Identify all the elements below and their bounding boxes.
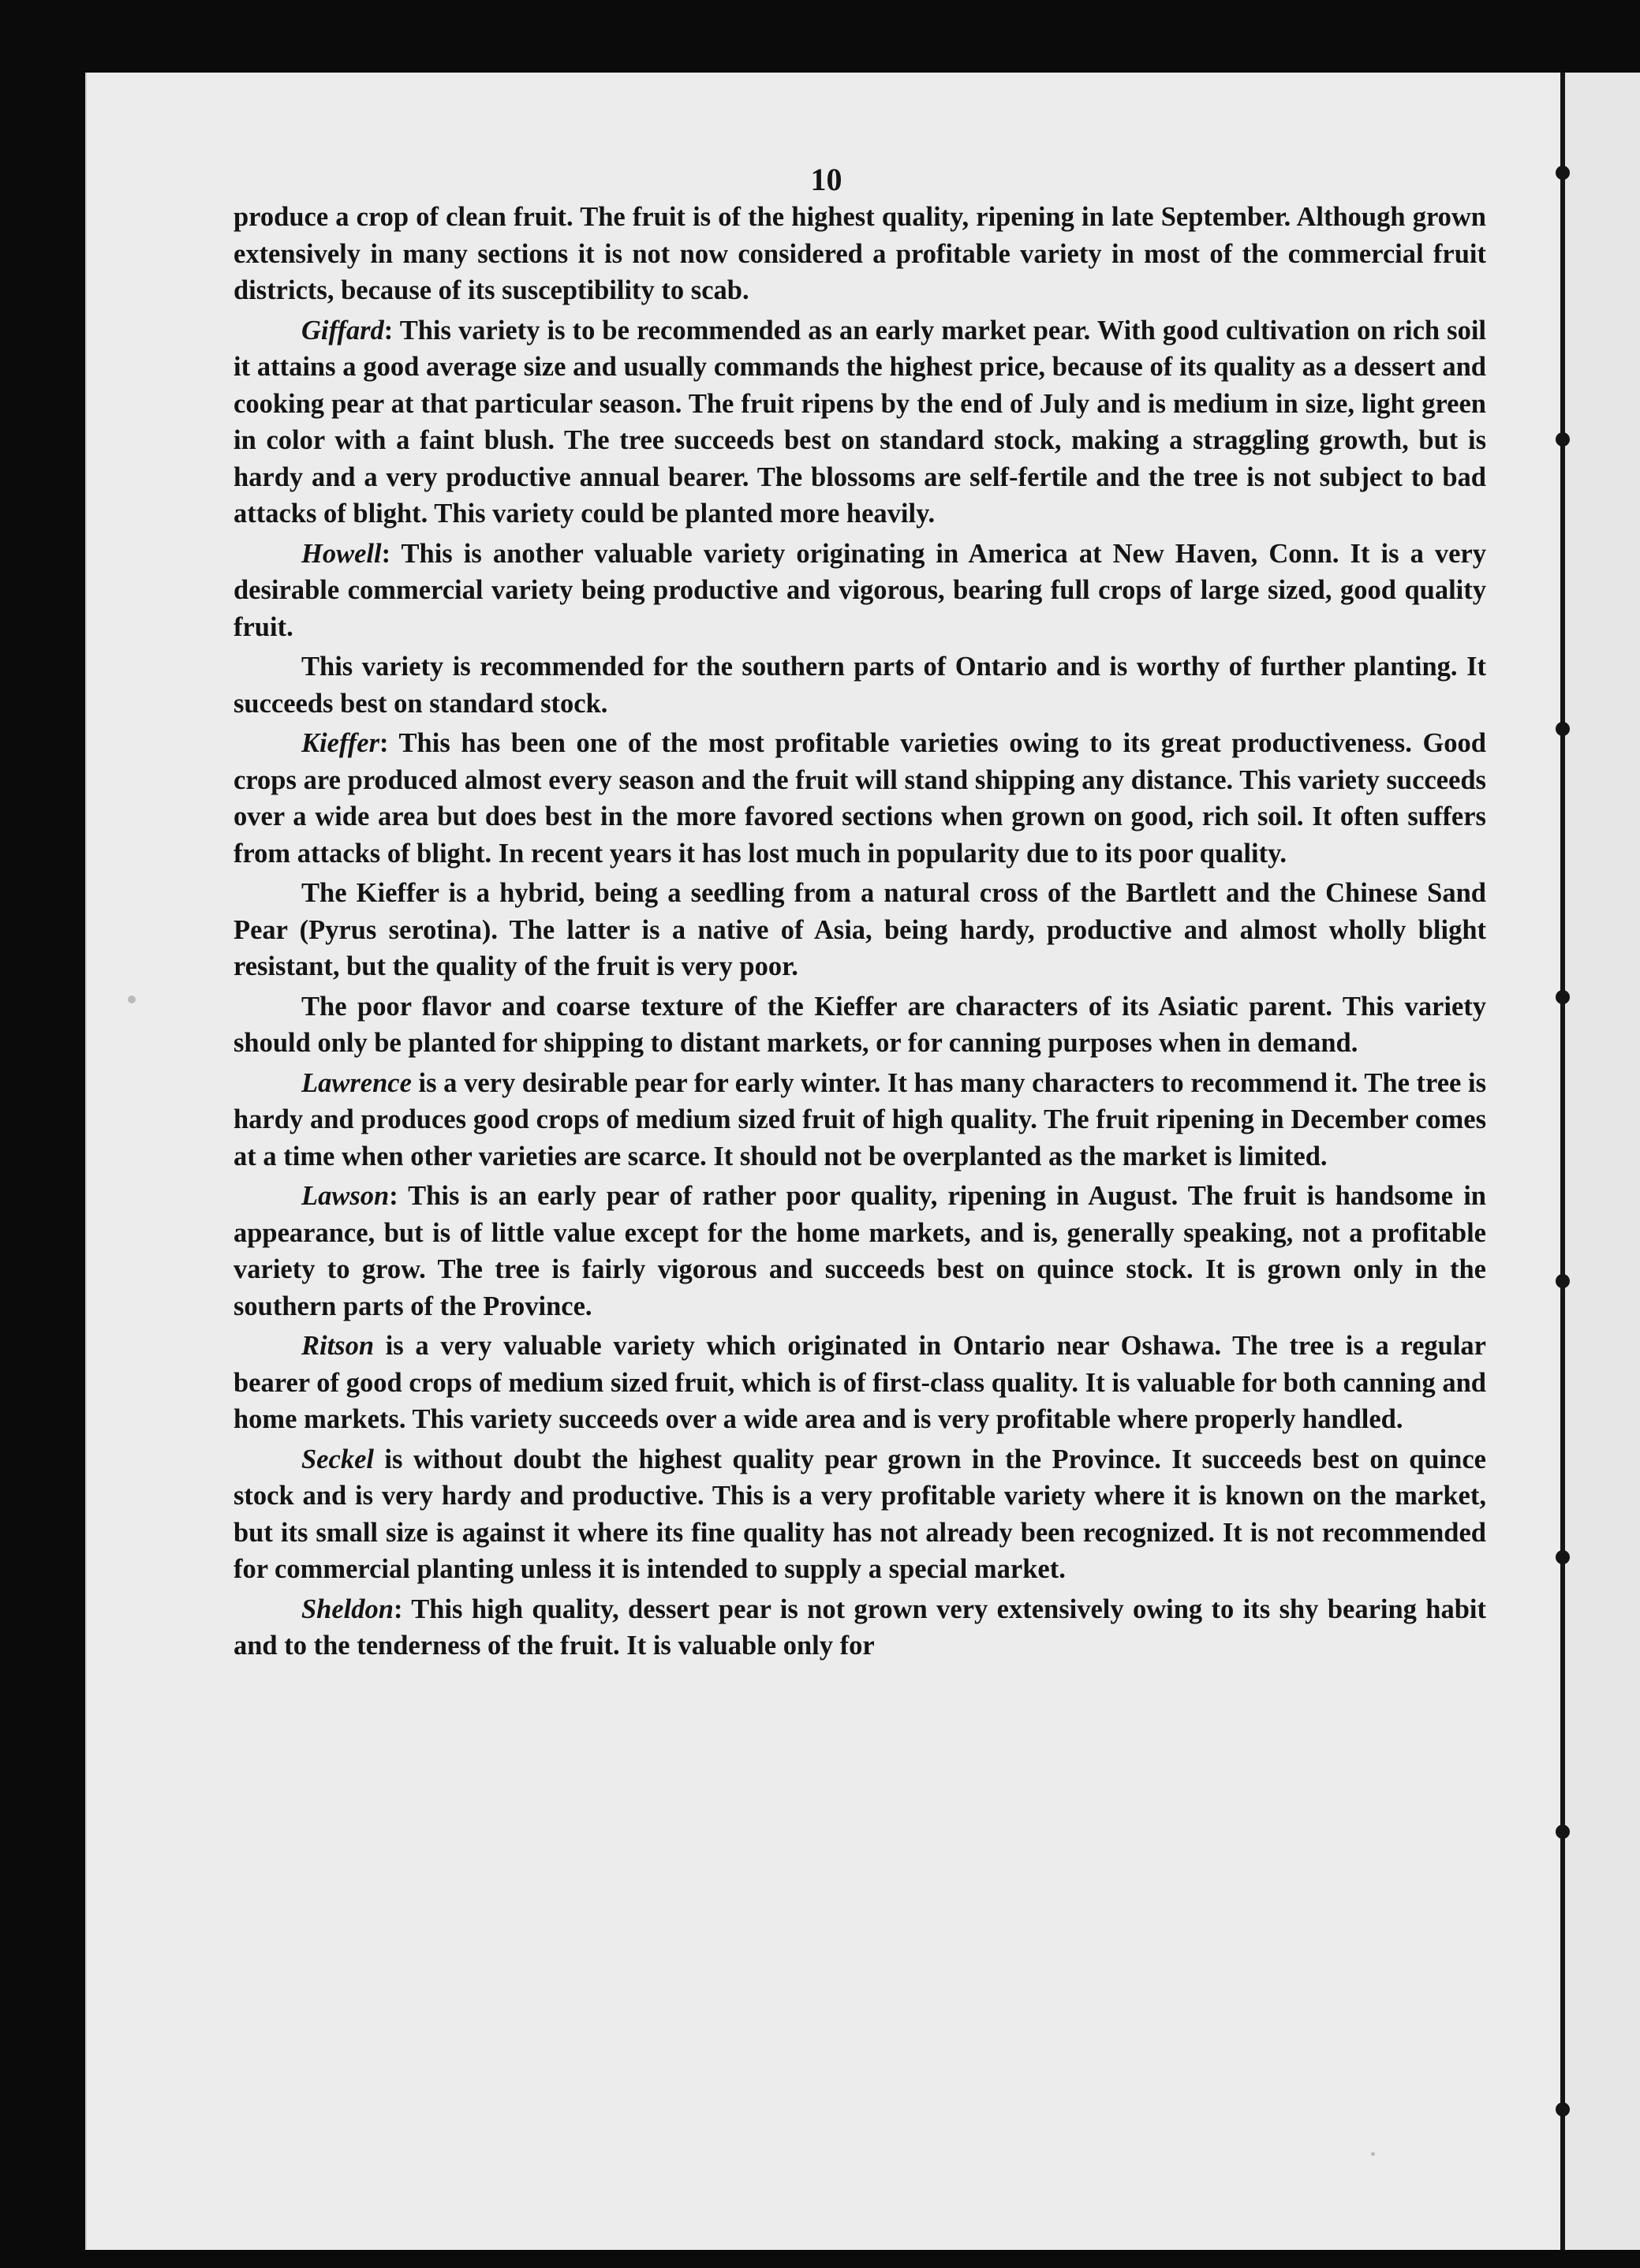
body-text: [233, 199, 1486, 1668]
variety-name: Kieffer: [301, 728, 380, 758]
variety-name: Sheldon: [301, 1594, 394, 1624]
page-binding-line: [1560, 73, 1565, 2250]
paragraph-text: : This variety is to be recommended as an early market pear. With good cultivation on rich soil it attains a good average size and usually commands the highest price, because of its quality as a dessert and cooking pear at that particular season. The fruit ripens by the end of July and is medium in size, light green in color with a faint blush. The tree succeeds best on standard stock, making a straggling growth, but is hardy and a very productive annual bearer. The blossoms are self-fertile and the tree is not subject to bad attacks of blight. This variety could be planted more heavily.: [233, 315, 1486, 529]
paragraph-text: : This has been one of the most profitable varieties owing to its great productiveness. Good crops are produced almost every season and the fruit will stand shipping any distance. This variety succeeds over a wide area but does best in the more favored sections when grown on good, rich soil. It often suffers from attacks of blight. In recent years it has lost much in popularity due to its poor quality.: [233, 728, 1486, 869]
binding-stitch-mark: [1556, 166, 1570, 180]
binding-stitch-mark: [1556, 990, 1570, 1004]
paragraph-text: produce a crop of clean fruit. The fruit is of the highest quality, ripening in late September. Although grown extensively in many sections it is not now considered a profitable variety in most of the commercial fruit districts, because of its susceptibility to scab.: [233, 202, 1486, 305]
paragraph: [233, 988, 1486, 1062]
paragraph-text: : This is an early pear of rather poor quality, ripening in August. The fruit is handsome in appearance, but is of little value except for the home markets, and is, generally speaking, not a profitable variety to grow. The tree is fairly vigorous and succeeds best on quince stock. It is grown only in the southern parts of the Province.: [233, 1181, 1486, 1321]
binding-stitch-mark: [1556, 1274, 1570, 1288]
paragraph: [233, 1328, 1486, 1438]
paragraph-text: : This is another valuable variety originating in America at New Haven, Conn. It is a very desirable commercial variety being productive and vigorous, bearing full crops of large sized, good quality fruit.: [233, 538, 1486, 642]
book-page: [85, 73, 1566, 2250]
page-number: 10: [810, 162, 842, 197]
paragraph-text: : This high quality, dessert pear is not grown very extensively owing to its shy bearing habit and to the tenderness of the fruit. It is valuable only for: [233, 1594, 1486, 1661]
ink-speck: [128, 996, 136, 1003]
paragraph-text: This variety is recommended for the southern parts of Ontario and is worthy of further planting. It succeeds best on standard stock.: [233, 652, 1486, 719]
paragraph: [233, 875, 1486, 985]
paragraph: [233, 536, 1486, 646]
variety-name: Ritson: [301, 1331, 375, 1361]
paragraph: [233, 312, 1486, 532]
paragraph: [233, 199, 1486, 309]
paragraph: [233, 1441, 1486, 1588]
paragraph: [233, 725, 1486, 872]
variety-name: Howell: [301, 538, 382, 569]
binding-stitch-mark: [1556, 1825, 1570, 1839]
binding-stitch-mark: [1556, 1550, 1570, 1564]
variety-name: Seckel: [301, 1444, 374, 1474]
variety-name: Lawrence: [301, 1067, 412, 1098]
paragraph-text: is a very valuable variety which originated in Ontario near Oshawa. The tree is a regular bearer of good crops of medium sized fruit, which is of first-class quality. It is valuable for both canning and home markets. This variety succeeds over a wide area and is very profitable where properly handled.: [233, 1331, 1486, 1434]
paragraph: [233, 1065, 1486, 1175]
paragraph-text: is a very desirable pear for early winter. It has many characters to recommend it. The tree is hardy and produces good crops of medium sized fruit of high quality. The fruit ripening in December comes at a time when other varieties are scarce. It should not be overplanted as the market is limited.: [233, 1067, 1486, 1171]
ink-speck: [1371, 2152, 1375, 2156]
paragraph-text: The Kieffer is a hybrid, being a seedling from a natural cross of the Bartlett and the Chinese Sand Pear (Pyrus serotina). The latter is a native of Asia, being hardy, productive and almost wholly blight resistant, but the quality of the fruit is very poor.: [233, 878, 1486, 981]
binding-stitch-mark: [1556, 722, 1570, 736]
variety-name: Giffard: [301, 315, 384, 346]
variety-name: Lawson: [301, 1181, 390, 1211]
paragraph-text: The poor flavor and coarse texture of the Kieffer are characters of its Asiatic parent. This variety should only be planted for shipping to distant markets, or for canning purposes when in demand.: [233, 991, 1486, 1058]
adjacent-page-edge: [1564, 73, 1640, 2250]
paragraph: [233, 1178, 1486, 1325]
binding-stitch-mark: [1556, 432, 1570, 447]
paragraph-text: is without doubt the highest quality pear grown in the Province. It succeeds best on quince stock and is very hardy and productive. This is a very profitable variety where it is known on the market, but its small size is against it where its fine quality has not already been recognized. It is not recommended for commercial planting unless it is intended to supply a special market.: [233, 1444, 1486, 1584]
binding-stitch-mark: [1556, 2102, 1570, 2117]
paragraph: [233, 648, 1486, 722]
paragraph: [233, 1591, 1486, 1665]
